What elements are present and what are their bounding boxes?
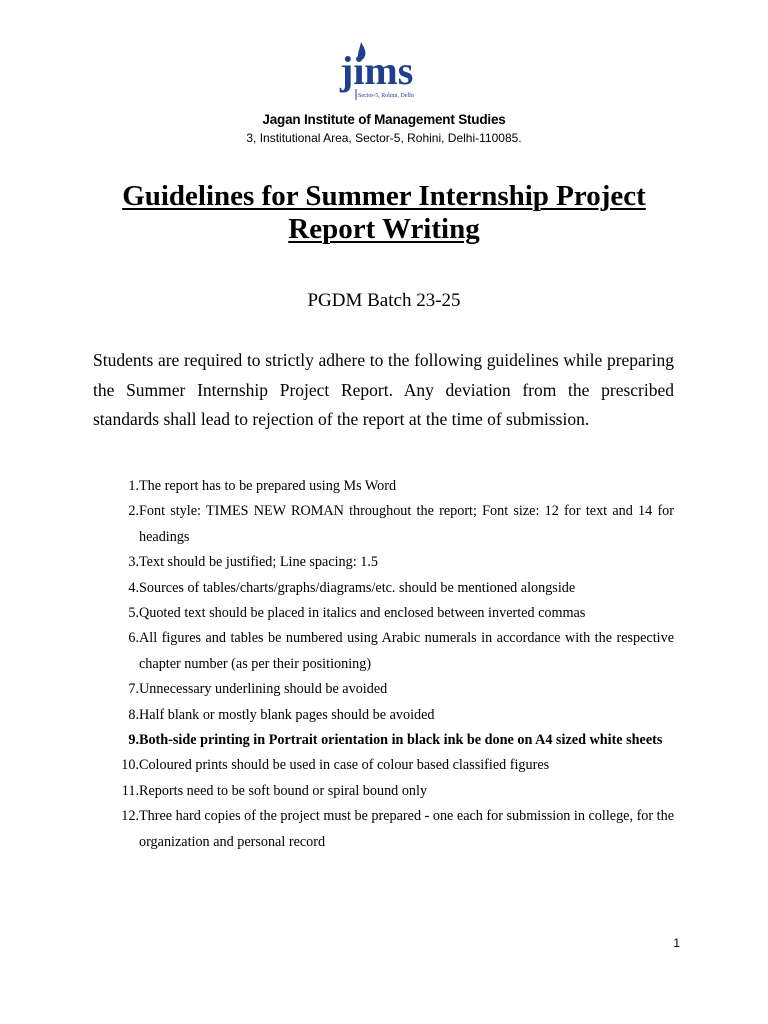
item-number: 9. xyxy=(128,732,139,749)
list-item xyxy=(93,804,674,855)
item-number: 12. xyxy=(121,808,139,825)
list-item xyxy=(93,728,674,753)
item-number: 3. xyxy=(128,554,139,571)
list-item xyxy=(93,677,674,702)
item-text: The report has to be prepared using Ms Word xyxy=(139,478,397,494)
list-item xyxy=(93,550,674,575)
item-number: 7. xyxy=(128,681,139,698)
item-number: 4. xyxy=(128,579,139,596)
page-number: 1 xyxy=(673,936,680,950)
item-number: 10. xyxy=(121,757,139,774)
institute-address: 3, Institutional Area, Sector-5, Rohini, Delhi-110085. xyxy=(246,131,522,145)
list-item xyxy=(93,499,674,550)
item-text: Coloured prints should be used in case of colour based classified figures xyxy=(139,757,550,774)
item-number: 1. xyxy=(128,478,139,494)
guidelines-list xyxy=(93,474,674,855)
item-text: Reports need to be soft bound or spiral bound only xyxy=(139,782,428,799)
item-text: Text should be justified; Line spacing: 1.5 xyxy=(139,554,378,571)
item-number: 11. xyxy=(121,782,139,799)
jims-logo xyxy=(336,40,432,104)
item-text: Font style: TIMES NEW ROMAN throughout the report; Font size: 12 for text and 14 for headings xyxy=(139,503,674,545)
list-item xyxy=(93,753,674,778)
institute-name: Jagan Institute of Management Studies xyxy=(262,112,506,127)
item-text: Both-side printing in Portrait orientation in black ink be done on A4 sized white sheets xyxy=(139,732,663,749)
list-item xyxy=(93,601,674,626)
list-item xyxy=(93,626,674,677)
list-item xyxy=(93,576,674,601)
item-text: Sources of tables/charts/graphs/diagrams/etc. should be mentioned alongside xyxy=(139,579,576,596)
item-text: Quoted text should be placed in italics and enclosed between inverted commas xyxy=(139,605,586,622)
item-number: 5. xyxy=(128,605,139,622)
batch-subtitle: PGDM Batch 23-25 xyxy=(307,290,461,311)
logo-wordmark: jims xyxy=(340,48,414,93)
intro-paragraph: Students are required to strictly adhere to the following guidelines while preparing the Summer Internship Project Report. Any deviation from the prescribed standards shall lead to rejection of the report at the time of submission. xyxy=(93,350,674,429)
list-item xyxy=(93,703,674,728)
list-item xyxy=(93,474,674,499)
list-item xyxy=(93,779,674,804)
item-text: Half blank or mostly blank pages should be avoided xyxy=(139,706,435,723)
item-number: 2. xyxy=(128,503,139,520)
item-text: Three hard copies of the project must be prepared - one each for submission in college, for the organization and personal record xyxy=(139,808,674,850)
item-text: All figures and tables be numbered using Arabic numerals in accordance with the respective chapter number (as per their positioning) xyxy=(139,630,674,672)
item-number: 6. xyxy=(128,630,139,647)
logo-subtext: Sector-5, Rohini, Delhi xyxy=(358,93,414,99)
document-title: Guidelines for Summer Internship Project Report Writing xyxy=(122,180,646,245)
item-text: Unnecessary underlining should be avoided xyxy=(139,681,388,698)
item-number: 8. xyxy=(128,706,139,723)
